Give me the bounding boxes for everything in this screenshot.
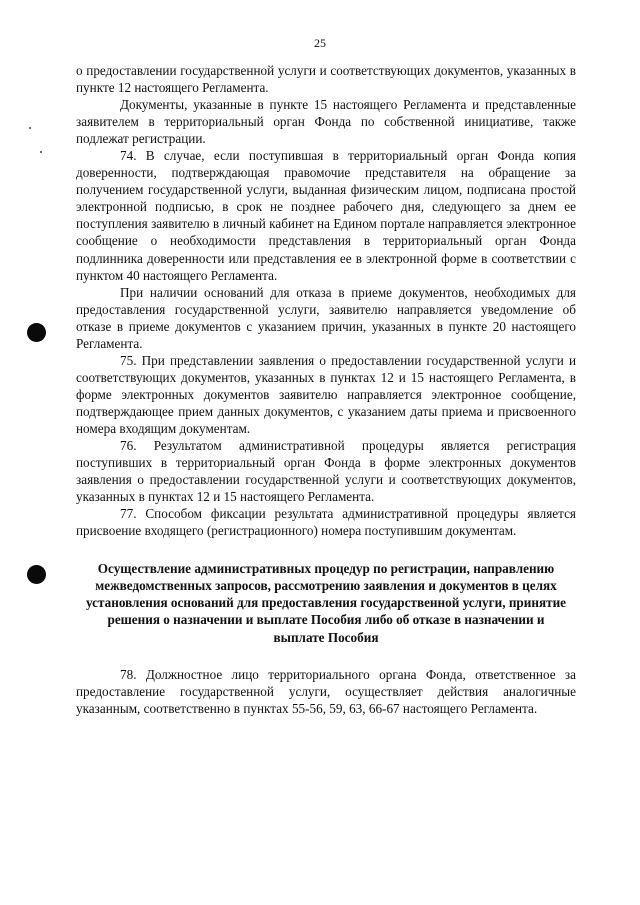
page-number: 25 [314, 36, 326, 50]
punch-hole-lower [27, 565, 46, 584]
scan-speck [40, 151, 42, 153]
scan-speck [29, 127, 31, 129]
punch-hole-upper [27, 323, 46, 342]
section-heading: Осуществление административных процедур по регистрации, направлению межведомственных запросов, рассмотрению заявления и документов в целях установления оснований для предоставления государственной услуги, принятие решения о назначении и выплате Пособия либо об отказе в назначении и выплате Пособия [85, 561, 567, 645]
paragraph: Документы, указанные в пункте 15 настоящего Регламента и представленные заявителем в территориальный орган Фонда по собственной инициативе, также подлежат регистрации. [76, 97, 576, 147]
paragraph-76: 76. Результатом административной процедуры является регистрация поступивших в территориальный орган Фонда в форме электронных документов заявления о предоставлении государственной услуги и соответствующих документов, указанных в пунктах 12 и 15 настоящего Регламента. [76, 438, 576, 505]
paragraph-74: 74. В случае, если поступившая в территориальный орган Фонда копия доверенности, подтверждающая правомочие представителя на обращение за получением государственной услуги, выданная физическим лицом, подписана простой электронной подписью, в срок не позднее рабочего дня, следующего за днем ее поступления заявителю в личный кабинет на Едином портале направляется электронное сообщение о необходимости представления в территориальный орган Фонда подлинника доверенности или представления ее в электронной форме в соответствии с пунктом 40 настоящего Регламента. [76, 148, 576, 283]
paragraph-continuation: о предоставлении государственной услуги и соответствующих документов, указанных в пункте 12 настоящего Регламента. [76, 63, 576, 96]
paragraph-78: 78. Должностное лицо территориального органа Фонда, ответственное за предоставление государственной услуги, осуществляет действия аналогичные указанным, соответственно в пунктах 55-56, 59, 63, 66-67 настоящего Регламента. [76, 666, 576, 716]
paragraph-75: 75. При представлении заявления о предоставлении государственной услуги и соответствующих документов, указанных в пунктах 12 и 15 настоящего Регламента, в форме электронных документов заявителю направляется электронное сообщение, подтверждающее прием данных документов, с указанием даты приема и присвоенного номера входящим документам. [76, 352, 576, 436]
paragraph: При наличии оснований для отказа в приеме документов, необходимых для предоставления государственной услуги, заявителю направляется уведомление об отказе в приеме документов с указанием причин, указанных в пункте 20 настоящего Регламента. [76, 284, 576, 351]
paragraph-77: 77. Способом фиксации результата административной процедуры является присвоение входящего (регистрационного) номера поступившим документам. [76, 506, 576, 539]
document-body [76, 62, 576, 717]
